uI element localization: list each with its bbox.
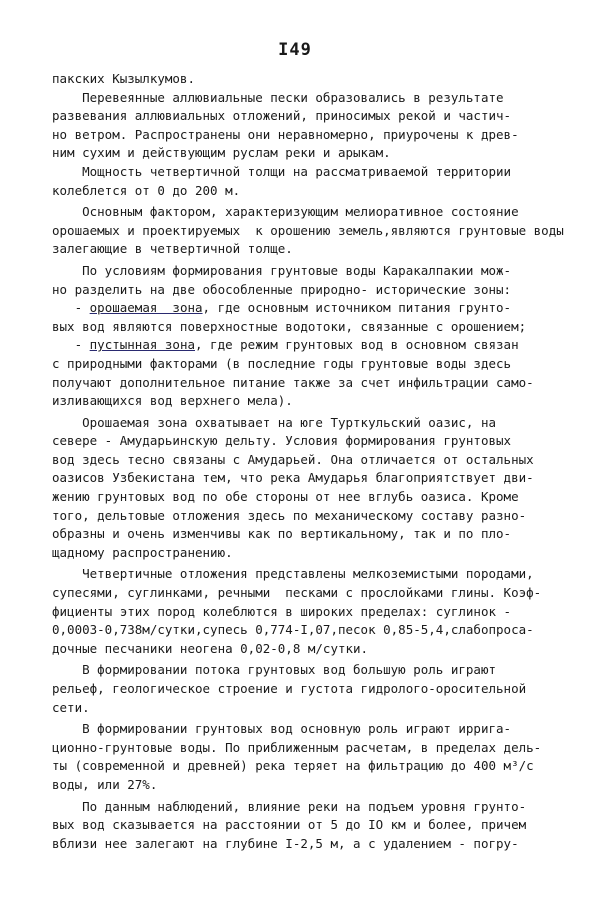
text-line: В формировании потока грунтовых вод большую роль играют [52, 662, 497, 678]
text-line: залегающие в четвертичной толще. [52, 241, 293, 257]
text-line: Четвертичные отложения представлены мелкоземистыми породами, [52, 566, 534, 582]
text-line: изливающихся вод верхнего мела). [52, 393, 293, 409]
text-line [52, 336, 522, 355]
text-line: рельеф, геологическое строение и густота гидролого-оросительной [52, 681, 527, 696]
text-line: ним сухим и действующим руслам реки и арыкам. [52, 145, 391, 161]
text-line: вых вод являются поверхностные водотоки, связанные с орошением; [52, 318, 527, 334]
text-line: с природными факторами (в последние годы грунтовые воды здесь [52, 355, 512, 371]
underlined-term: пустынная зона [89, 337, 195, 353]
text-line: сети. [52, 699, 90, 715]
text-line: пакских Кызылкумов. [52, 71, 195, 86]
text-line [52, 299, 522, 318]
body-text [52, 70, 564, 853]
line-suffix: , где режим грунтовых вод в основном связан [195, 337, 519, 353]
text-line: того, дельтовые отложения здесь по механическому составу разно- [52, 507, 527, 523]
text-line: вблизи нее залегают на глубине I-2,5 м, а с удалением - погру- [52, 835, 519, 851]
line-suffix: , где основным источником питания грунто- [202, 300, 512, 316]
text-line: но ветром. Распространены они неравномерно, приурочены к древ- [52, 126, 519, 142]
text-line: севере - Амударьинскую дельту. Условия формирования грунтовых [52, 433, 512, 449]
text-line: дочные песчаники неогена 0,02-0,8 м/сутки. [52, 640, 369, 656]
page-number: I49 [278, 40, 312, 60]
text-line: 0,0003-0,738м/сутки,супесь 0,774-I,07,песок 0,85-5,4,слабопроса- [52, 622, 534, 638]
text-line: получают дополнительное питание также за счет инфильтрации само- [52, 374, 534, 390]
text-line: По условиям формирования грунтовые воды Каракалпакии мож- [52, 262, 512, 278]
text-line: ты (современной и древней) река теряет на фильтрацию до 400 м³/с [52, 758, 534, 774]
line-prefix: - [52, 337, 90, 353]
text-line: развевания аллювиальных отложений, приносимых рекой и частич- [52, 108, 512, 124]
text-line: жению грунтовых вод по обе стороны от нее вглубь оазиса. Кроме [52, 489, 519, 505]
text-line: орошаемых и проектируемых к орошению земель,являются грунтовые воды [52, 222, 564, 238]
text-line: Основным фактором, характеризующим мелиоративное состояние [52, 204, 519, 220]
text-line: В формировании грунтовых вод основную роль играют ирригa- [52, 721, 512, 737]
text-line: оазисов Узбекистана тем, что река Амударья благоприятствует дви- [52, 470, 534, 486]
text-line: колеблется от 0 до 200 м. [52, 182, 241, 198]
text-line: Мощность четвертичной толщи на рассматриваемой территории [52, 163, 512, 179]
text-line: вых вод сказывается на расстоянии от 5 до IO км и более, причем [52, 817, 527, 833]
text-line: щадному распространению. [52, 544, 233, 560]
text-line: воды, или 27%. [52, 776, 158, 792]
underlined-term: орошаемая зона [89, 300, 203, 316]
text-line: ционно-грунтовые воды. По приближенным расчетам, в пределах дель- [52, 739, 542, 755]
text-line: супесями, суглинками, речными песками с прослойками глины. Коэф- [52, 585, 542, 601]
text-line: фициенты этих пород колеблются в широких пределах: суглинок - [52, 603, 512, 619]
text-line: но разделить на две обособленные природно- исторические зоны: [52, 281, 512, 297]
text-line: Перевеянные аллювиальные пески образовались в результате [52, 89, 504, 105]
line-prefix: - [52, 300, 90, 316]
text-line: Орошаемая зона охватывает на юге Турткульский оазис, на [52, 414, 497, 430]
text-line: вод здесь тесно связаны с Амударьей. Она отличается от остальных [52, 451, 534, 467]
text-line: По данным наблюдений, влияние реки на подъем уровня грунто- [52, 798, 527, 814]
text-line: образны и очень изменчивы как по вертикальному, так и по пло- [52, 526, 512, 542]
